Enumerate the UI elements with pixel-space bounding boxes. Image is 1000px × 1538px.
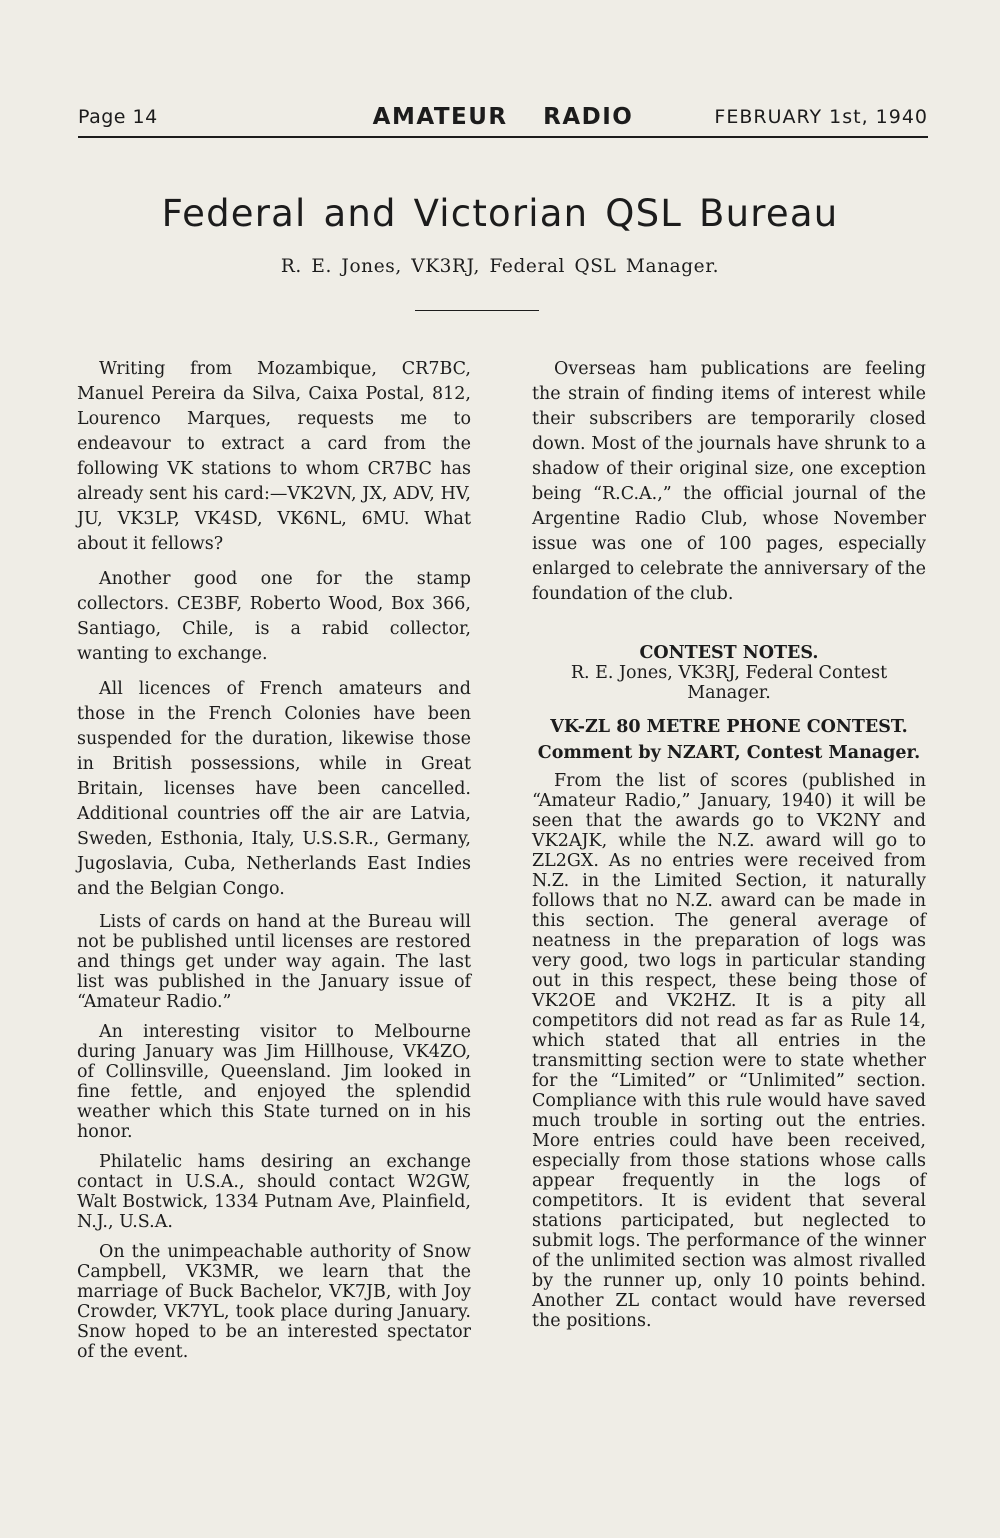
article-title: Federal and Victorian QSL Bureau bbox=[161, 192, 839, 235]
title-divider bbox=[415, 310, 539, 311]
article-byline: R. E. Jones, VK3RJ, Federal QSL Manager. bbox=[280, 256, 720, 277]
paragraph-contest-comment: From the list of scores (published in “Amateur Radio,” January, 1940) it will be seen that the awards go to VK2NY and VK2AJK, while the N.Z. award will go to ZL2GX. As no entries were received from N.Z. in the Limited Section, it naturally follows that no N.Z. award can be made in this section. The general average of neatness in the preparation of logs was very good, two logs in particular standing out in this respect, these being those of VK2OE and VK2HZ. It is a pity all competitors did not read as far as Rule 14, which stated that all entries in the transmitting section were to state whether for the “Limited” or “Unlimited” section. Compliance with this rule would have saved much trouble in sorting out the entries. More entries could have been received, especially from those stations whose calls appear frequently in the logs of competitors. It is evident that several stations participated, but neglected to submit logs. The performance of the winner of the unlimited section was almost rivalled by the runner up, only 10 points behind. Another ZL contact would have reversed the positions. bbox=[532, 771, 926, 1331]
comment-heading: Comment by NZART, Contest Manager. bbox=[537, 743, 921, 763]
publication-title: AMATEUR RADIO bbox=[372, 104, 634, 130]
paragraph-visitor: An interesting visitor to Melbourne during January was Jim Hillhouse, VK4ZO, of Collinsville, Queensland. Jim looked in fine fettle, and enjoyed the splendid weather which this State turned on in his honor. bbox=[77, 1022, 471, 1142]
issue-date: FEBRUARY 1st, 1940 bbox=[714, 106, 928, 128]
running-header bbox=[78, 104, 928, 138]
paragraph-marriage: On the unimpeachable authority of Snow Campbell, VK3MR, we learn that the marriage of Buck Bachelor, VK7JB, with Joy Crowder, VK7YL, took place during January. Snow hoped to be an interested spectator of the event. bbox=[77, 1242, 471, 1362]
contest-notes-heading: CONTEST NOTES. bbox=[639, 643, 819, 663]
right-column bbox=[532, 357, 926, 1341]
page-number: Page 14 bbox=[78, 106, 158, 128]
paragraph-overseas: Overseas ham publications are feeling the strain of finding items of interest while their subscribers are temporarily closed down. Most of the journals have shrunk to a shadow of their original size, one exception being “R.C.A.,” the official journal of the Argentine Radio Club, whose November issue was one of 100 pages, especially enlarged to celebrate the anniversary of the foundation of the club. bbox=[532, 359, 926, 604]
paragraph-philatelic: Philatelic hams desiring an exchange contact in U.S.A., should contact W2GW, Walt Bostwick, 1334 Putnam Ave, Plainfield, N.J., U.S.A. bbox=[77, 1152, 471, 1232]
left-column bbox=[77, 357, 471, 1372]
paragraph-mozambique: Writing from Mozambique, CR7BC, Manuel Pereira da Silva, Caixa Postal, 812, Lourenco Marques, requests me to endeavour to extract a card from the following VK stations to whom CR7BC has already sent his card:—VK2VN, JX, ADV, HV, JU, VK3LP, VK4SD, VK6NL, 6MU. What about it fellows? bbox=[77, 359, 471, 554]
paragraph-card-lists: Lists of cards on hand at the Bureau will not be published until licenses are restored and things get under way again. The last list was published in the January issue of “Amateur Radio.” bbox=[77, 912, 471, 1012]
contest-byline: R. E. Jones, VK3RJ, Federal Contest Manager. bbox=[570, 663, 888, 703]
paragraph-stamp-collectors: Another good one for the stamp collectors. CE3BF, Roberto Wood, Box 366, Santiago, Chile, is a rabid collector, wanting to exchange. bbox=[77, 569, 471, 664]
paragraph-licences: All licences of French amateurs and those in the French Colonies have been suspended for the duration, likewise those in British possessions, while in Great Britain, licenses have been cancelled. Additional countries off the air are Latvia, Sweden, Esthonia, Italy, U.S.S.R., Germany, Jugoslavia, Cuba, Netherlands East Indies and the Belgian Congo. bbox=[77, 679, 471, 899]
phone-contest-heading: VK-ZL 80 METRE PHONE CONTEST. bbox=[550, 717, 908, 737]
